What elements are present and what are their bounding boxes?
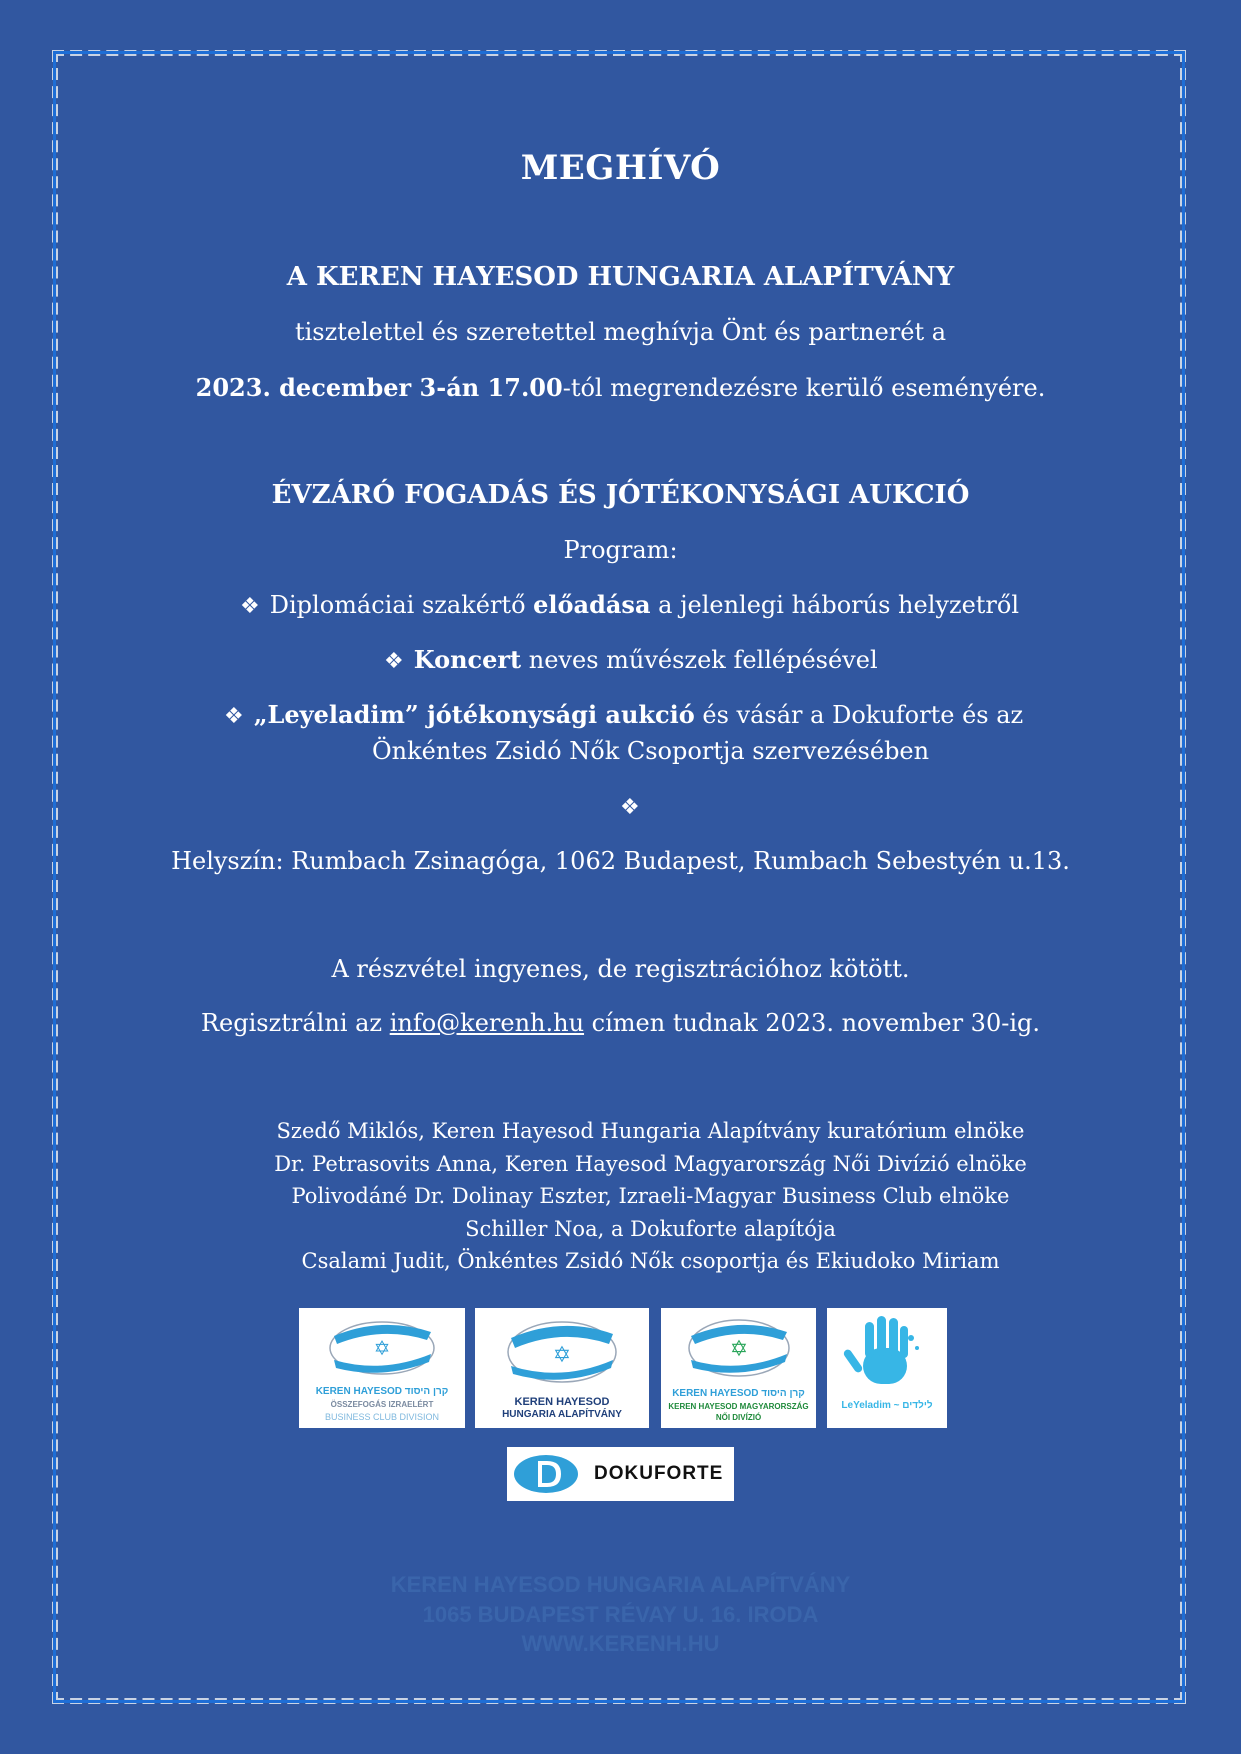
participation-note: A részvétel ingyenes, de regisztrációhoz kötött. [331,955,910,983]
date-line [0,373,1241,402]
footer-line: 1065 BUDAPEST RÉVAY U. 16. IRODA [422,1602,819,1627]
event-date: 2023. december 3-án 17.00 [195,373,563,402]
hand-icon [827,1308,947,1392]
program-item: ❖ Diplomáciai szakértő előadása a jelenlegi háborús helyzetről [240,590,1020,619]
registration-email-link[interactable]: info@kerenh.hu [389,1009,585,1037]
signatory: Szedő Miklós, Keren Hayesod Hungaria Alapítvány kuratórium elnöke [276,1119,1025,1143]
program-item-continuation: Önkéntes Zsidó Nők Csoportja szervezésében [372,737,930,765]
diamond-bullet-icon: ❖ [240,594,260,619]
keren-hayesod-hungaria-logo: ✡ KEREN HAYESOD HUNGARIA ALAPÍTVÁNY [475,1308,649,1428]
organizer-name: A KEREN HAYESOD HUNGARIA ALAPÍTVÁNY [286,262,955,292]
venue-line: Helyszín: Rumbach Zsinagóga, 1062 Budapest, Rumbach Sebestyén u.13. [171,847,1070,875]
globe-flag-icon [299,1308,465,1378]
svg-text:✡: ✡ [552,1343,572,1368]
keren-hayesod-noi-divizio-logo: ✡ KEREN HAYESOD קרן היסוד KEREN HAYESOD MAGYARORSZÁG NŐI DIVÍZIÓ [661,1308,816,1428]
keren-hayesod-business-club-logo: ✡ KEREN HAYESOD קרן היסוד ÖSSZEFOGÁS IZRAELÉRT BUSINESS CLUB DIVISION [299,1308,465,1428]
dokuforte-wordmark: DOKUFORTE [594,1463,724,1484]
svg-text:✡: ✡ [373,1336,391,1360]
diamond-bullet-icon: ❖ [620,795,640,820]
signatory: Csalami Judit, Önkéntes Zsidó Nők csoportja és Ekiudoko Miriam [301,1249,1000,1273]
svg-text:✡: ✡ [729,1337,749,1362]
signatory: Polivodáné Dr. Dolinay Eszter, Izraeli-Magyar Business Club elnöke [291,1184,1010,1208]
program-item: ❖ Koncert neves művészek fellépésével [384,645,878,674]
globe-flag-icon [475,1308,649,1390]
globe-flag-icon [661,1308,816,1380]
leyeladim-logo: LeYeladim ~ לילדים [827,1308,947,1428]
program-item: ❖ „Leyeladim” jótékonysági aukció és vásár a Dokuforte és az [224,700,1024,729]
registration-line: Regisztrálni az info@kerenh.hu címen tudnak 2023. november 30-ig. [200,1009,1040,1037]
signatory: Dr. Petrasovits Anna, Keren Hayesod Magyarország Női Divízió elnöke [274,1152,1027,1176]
diamond-bullet-icon: ❖ [384,649,404,674]
program-label: Program: [563,536,678,564]
event-title: ÉVZÁRÓ FOGADÁS ÉS JÓTÉKONYSÁGI AUKCIÓ [271,480,970,510]
signatory: Schiller Noa, a Dokuforte alapítója [465,1217,836,1241]
footer-line: WWW.KERENH.HU [521,1631,720,1656]
diamond-bullet-icon: ❖ [224,704,244,729]
date-suffix: -tól megrendezésre kerülő eseményére. [562,374,1046,402]
partner-logos [0,1308,1241,1428]
dokuforte-logo [507,1447,734,1501]
invite-line: tisztelettel és szeretettel meghívja Önt és partnerét a [294,318,947,346]
footer-line: KEREN HAYESOD HUNGARIA ALAPÍTVÁNY [390,1572,851,1597]
page-title: MEGHÍVÓ [520,148,721,188]
